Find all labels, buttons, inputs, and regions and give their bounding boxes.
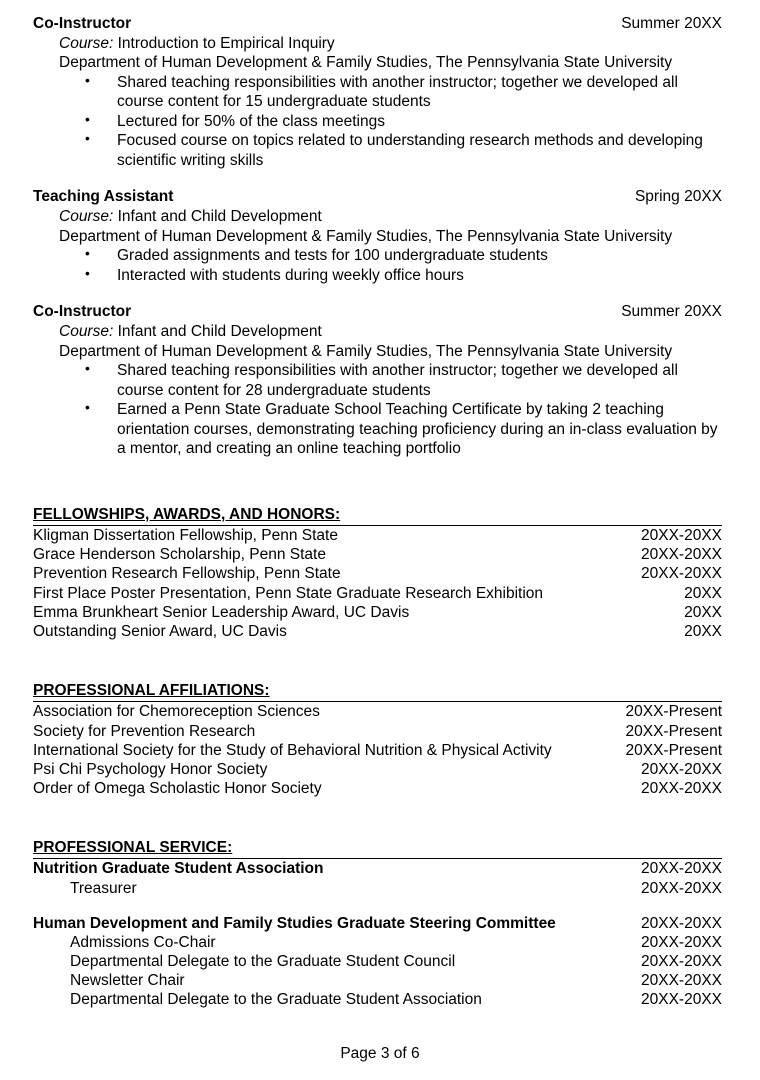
service-role-row [33, 952, 722, 971]
spacer [33, 170, 722, 187]
affiliation-row [33, 722, 722, 741]
row-label: Newsletter Chair [70, 972, 185, 990]
affiliation-row [33, 741, 722, 760]
section-affiliations [33, 681, 722, 798]
row-label: Kligman Dissertation Fellowship, Penn State [33, 527, 338, 545]
row-value: 20XX-20XX [641, 972, 722, 990]
teaching-entry-header [33, 187, 722, 207]
row-value: 20XX [684, 584, 722, 602]
row-label: Outstanding Senior Award, UC Davis [33, 622, 287, 640]
row-value: 20XX-20XX [641, 879, 722, 897]
row-value: 20XX-Present [625, 703, 722, 721]
row-value: 20XX-20XX [641, 546, 722, 564]
fellowships-rows [33, 526, 722, 641]
teaching-entry-date: Summer 20XX [621, 15, 722, 32]
fellowship-row [33, 564, 722, 583]
fellowship-row [33, 545, 722, 564]
bullet-item: • Lectured for 50% of the class meetings [85, 112, 722, 132]
teaching-entry-title: Co-Instructor [33, 303, 132, 321]
affiliation-row [33, 702, 722, 721]
section-service [33, 838, 722, 1009]
teaching-entry [33, 302, 722, 458]
teaching-entry-title: Co-Instructor [33, 15, 132, 32]
affiliation-row [33, 760, 722, 779]
bullet-item: • Shared teaching responsibilities with another instructor; together we developed all course content for 15 undergraduate students [85, 73, 722, 112]
row-value: 20XX-20XX [641, 760, 722, 778]
teaching-entry-header [33, 14, 722, 34]
row-value: 20XX-20XX [641, 860, 722, 878]
course-name: Infant and Child Development [113, 208, 322, 226]
section-heading-service: PROFESSIONAL SERVICE: [33, 839, 233, 857]
row-label: Grace Henderson Scholarship, Penn State [33, 546, 326, 564]
teaching-entry-department: Department of Human Development & Family Studies, The Pennsylvania State University [59, 54, 673, 72]
affiliation-row [33, 779, 722, 798]
row-value: 20XX-Present [625, 722, 722, 740]
bullet-item: • Earned a Penn State Graduate School Teaching Certificate by taking 2 teaching orientation courses, demonstrating teaching proficiency during an in-class evaluation by a mentor, and creating an online teaching portfolio [85, 400, 722, 459]
section-heading-fellowships: FELLOWSHIPS, AWARDS, AND HONORS: [33, 505, 341, 523]
service-role-row [33, 971, 722, 990]
row-label: Nutrition Graduate Student Association [33, 860, 324, 878]
spacer [33, 798, 722, 838]
section-heading-affiliations: PROFESSIONAL AFFILIATIONS: [33, 681, 270, 699]
teaching-entry-course [59, 207, 722, 227]
spacer [33, 285, 722, 302]
teaching-entry [33, 14, 722, 170]
fellowship-row [33, 622, 722, 641]
row-value: 20XX-Present [625, 741, 722, 759]
course-name: Introduction to Empirical Inquiry [113, 34, 335, 52]
bullet-item: • Shared teaching responsibilities with another instructor; together we developed all course content for 28 undergraduate students [85, 361, 722, 400]
row-label: Departmental Delegate to the Graduate Student Association [70, 991, 482, 1009]
course-label: Course: [59, 323, 114, 341]
row-value: 20XX-20XX [641, 527, 722, 545]
row-value: 20XX-20XX [641, 953, 722, 970]
fellowship-row [33, 526, 722, 545]
teaching-entry-bullets [33, 361, 722, 459]
teaching-entry-course [59, 322, 722, 342]
row-value: 20XX-20XX [641, 914, 722, 932]
course-label: Course: [59, 34, 114, 52]
course-name: Infant and Child Development [113, 323, 322, 341]
teaching-entry-title: Teaching Assistant [33, 188, 174, 206]
service-role-row [33, 990, 722, 1009]
teaching-entry-department: Department of Human Development & Family Studies, The Pennsylvania State University [59, 227, 673, 245]
row-value: 20XX [684, 603, 722, 621]
row-label: Society for Prevention Research [33, 722, 256, 740]
teaching-entry [33, 187, 722, 285]
teaching-entry-date: Spring 20XX [634, 188, 722, 206]
teaching-experience-list [33, 14, 722, 459]
row-label: Order of Omega Scholastic Honor Society [33, 779, 322, 797]
fellowship-row [33, 603, 722, 622]
row-label: Emma Brunkheart Senior Leadership Award, UC Davis [33, 603, 410, 621]
teaching-entry-course [59, 34, 722, 54]
spacer [33, 641, 722, 681]
row-value: 20XX-20XX [641, 933, 722, 951]
row-label: Treasurer [70, 879, 137, 897]
row-value: 20XX [684, 622, 722, 640]
section-fellowships [33, 505, 722, 641]
service-groups [33, 859, 722, 1009]
teaching-entry-department: Department of Human Development & Family Studies, The Pennsylvania State University [59, 342, 673, 360]
row-label: First Place Poster Presentation, Penn State Graduate Research Exhibition [33, 584, 544, 602]
row-label: International Society for the Study of Behavioral Nutrition & Physical Activity [33, 741, 552, 759]
row-label: Departmental Delegate to the Graduate Student Council [70, 953, 456, 970]
spacer [33, 459, 722, 505]
row-label: Human Development and Family Studies Graduate Steering Committee [33, 914, 556, 932]
fellowship-row [33, 584, 722, 603]
bullet-item: • Interacted with students during weekly office hours [85, 266, 722, 286]
service-role-row [33, 933, 722, 952]
teaching-entry-header [33, 302, 722, 322]
service-organization-row [33, 914, 722, 933]
row-label: Prevention Research Fellowship, Penn State [33, 565, 341, 583]
course-label: Course: [59, 208, 114, 226]
teaching-entry-bullets [33, 246, 722, 285]
teaching-entry-date: Summer 20XX [621, 303, 722, 321]
service-organization-row [33, 859, 722, 878]
spacer [33, 898, 722, 914]
row-value: 20XX-20XX [641, 991, 722, 1009]
teaching-entry-bullets [33, 73, 722, 171]
page-footer: Page 3 of 6 [340, 1045, 420, 1062]
bullet-item: • Graded assignments and tests for 100 undergraduate students [85, 246, 722, 266]
service-role-row [33, 879, 722, 898]
row-label: Psi Chi Psychology Honor Society [33, 760, 268, 778]
row-label: Admissions Co-Chair [70, 933, 216, 951]
affiliations-rows [33, 702, 722, 798]
row-label: Association for Chemoreception Sciences [33, 703, 320, 721]
row-value: 20XX-20XX [641, 565, 722, 583]
bullet-item: • Focused course on topics related to understanding research methods and developing scientific writing skills [85, 131, 722, 170]
row-value: 20XX-20XX [641, 779, 722, 797]
